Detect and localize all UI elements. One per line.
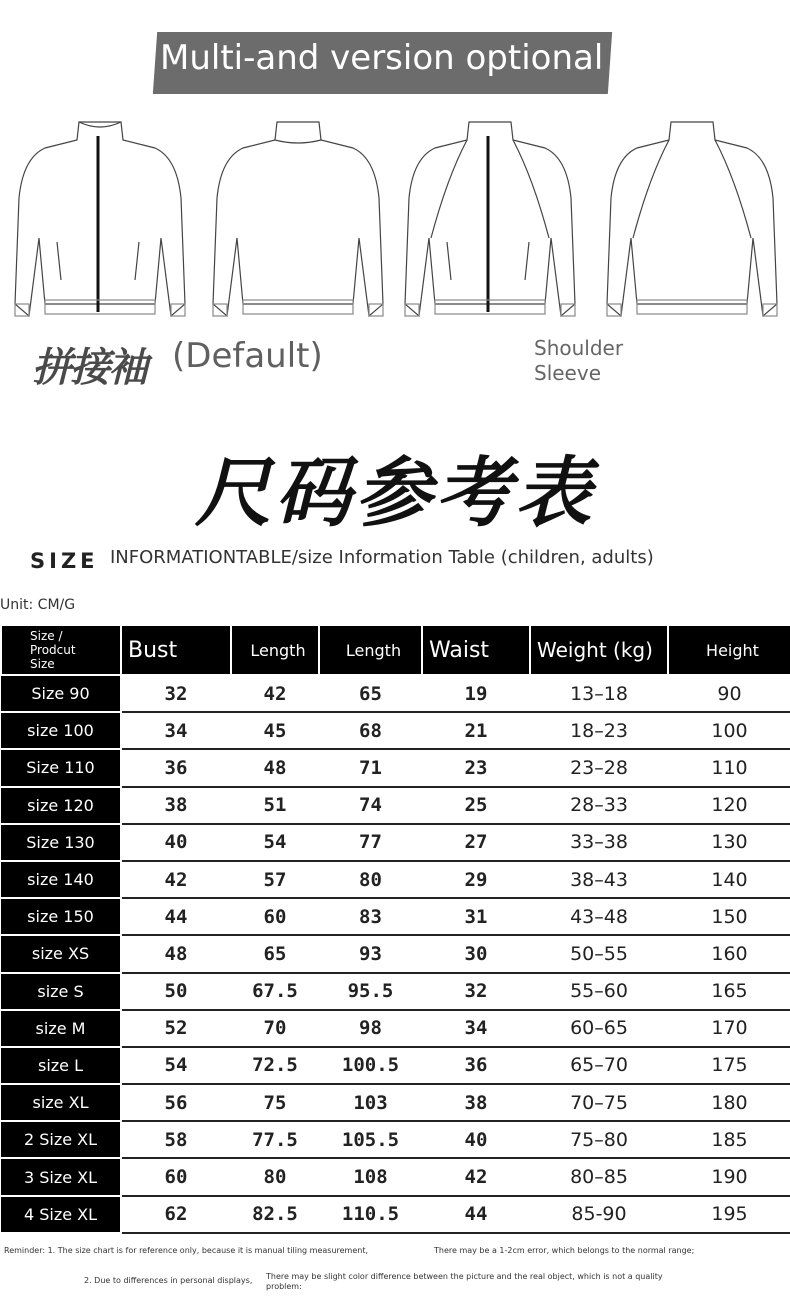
- bust-cell: 54: [121, 1047, 231, 1084]
- table-row: [1, 1010, 790, 1047]
- jacket-back-icon: [203, 118, 393, 326]
- waist-cell: 19: [422, 675, 530, 712]
- size-cell: size 140: [1, 861, 121, 898]
- size-cell: size 100: [1, 712, 121, 749]
- length1-cell: 80: [231, 1158, 319, 1195]
- length2-cell: 93: [319, 935, 422, 972]
- length2-cell: 103: [319, 1084, 422, 1121]
- weight-cell: 75–80: [530, 1121, 668, 1158]
- weight-cell: 60–65: [530, 1010, 668, 1047]
- height-cell: 175: [668, 1047, 790, 1084]
- reminder-1b: There may be a 1-2cm error, which belongs to the normal range;: [434, 1246, 695, 1255]
- weight-cell: 85-90: [530, 1196, 668, 1233]
- waist-cell: 38: [422, 1084, 530, 1121]
- splice-sleeve-label: 拼接袖: [32, 345, 146, 391]
- waist-cell: 32: [422, 973, 530, 1010]
- height-cell: 190: [668, 1158, 790, 1195]
- weight-cell: 28–33: [530, 787, 668, 824]
- bust-cell: 56: [121, 1084, 231, 1121]
- table-row: [1, 973, 790, 1010]
- bust-cell: 50: [121, 973, 231, 1010]
- height-cell: 110: [668, 749, 790, 786]
- size-cell: size XL: [1, 1084, 121, 1121]
- table-header-row: [1, 625, 790, 675]
- waist-cell: 44: [422, 1196, 530, 1233]
- default-label: (Default): [172, 336, 323, 376]
- waist-cell: 25: [422, 787, 530, 824]
- waist-cell: 42: [422, 1158, 530, 1195]
- header-size-line: Prodcut: [30, 643, 76, 657]
- height-cell: 165: [668, 973, 790, 1010]
- header-height: Height: [668, 625, 790, 675]
- height-cell: 170: [668, 1010, 790, 1047]
- length2-cell: 74: [319, 787, 422, 824]
- table-row: [1, 675, 790, 712]
- table-row: [1, 749, 790, 786]
- height-cell: 160: [668, 935, 790, 972]
- height-cell: 140: [668, 861, 790, 898]
- weight-cell: 38–43: [530, 861, 668, 898]
- size-cell: size 150: [1, 898, 121, 935]
- table-row: [1, 824, 790, 861]
- length2-cell: 80: [319, 861, 422, 898]
- banner-title: Multi-and version optional: [160, 38, 604, 78]
- shoulder-line: Shoulder: [534, 336, 624, 360]
- length1-cell: 54: [231, 824, 319, 861]
- weight-cell: 43–48: [530, 898, 668, 935]
- waist-cell: 31: [422, 898, 530, 935]
- length2-cell: 98: [319, 1010, 422, 1047]
- weight-cell: 50–55: [530, 935, 668, 972]
- weight-cell: 23–28: [530, 749, 668, 786]
- length1-cell: 48: [231, 749, 319, 786]
- reminder-2a: 2. Due to differences in personal displays,: [84, 1276, 253, 1285]
- length1-cell: 77.5: [231, 1121, 319, 1158]
- length1-cell: 60: [231, 898, 319, 935]
- length1-cell: 57: [231, 861, 319, 898]
- bust-cell: 40: [121, 824, 231, 861]
- length1-cell: 42: [231, 675, 319, 712]
- table-row: [1, 861, 790, 898]
- bust-cell: 34: [121, 712, 231, 749]
- table-row: [1, 787, 790, 824]
- height-cell: 130: [668, 824, 790, 861]
- waist-cell: 34: [422, 1010, 530, 1047]
- reminder-2b-line2: problem:: [266, 1282, 302, 1291]
- waist-cell: 27: [422, 824, 530, 861]
- height-cell: 195: [668, 1196, 790, 1233]
- page-title: 尺码参考表: [195, 448, 595, 537]
- size-table: [0, 624, 790, 1234]
- shoulder-sleeve-label: [534, 336, 623, 386]
- size-cell: size 120: [1, 787, 121, 824]
- size-cell: Size 130: [1, 824, 121, 861]
- waist-cell: 29: [422, 861, 530, 898]
- table-row: [1, 898, 790, 935]
- length2-cell: 65: [319, 675, 422, 712]
- size-cell: 3 Size XL: [1, 1158, 121, 1195]
- sleeve-line: Sleeve: [534, 361, 602, 385]
- bust-cell: 60: [121, 1158, 231, 1195]
- length1-cell: 65: [231, 935, 319, 972]
- size-cell: size L: [1, 1047, 121, 1084]
- header-size-line: Size /: [30, 629, 63, 643]
- size-cell: Size 90: [1, 675, 121, 712]
- bust-cell: 38: [121, 787, 231, 824]
- header-bust: Bust: [121, 625, 231, 675]
- header-size-line: Size: [30, 657, 55, 671]
- header-weight: Weight (kg): [530, 625, 668, 675]
- height-cell: 90: [668, 675, 790, 712]
- table-row: [1, 1196, 790, 1233]
- length1-cell: 75: [231, 1084, 319, 1121]
- length1-cell: 70: [231, 1010, 319, 1047]
- length2-cell: 95.5: [319, 973, 422, 1010]
- jacket-front-icon: [5, 118, 195, 326]
- jacket-raglan-front-icon: [395, 118, 585, 326]
- size-cell: size S: [1, 973, 121, 1010]
- bust-cell: 44: [121, 898, 231, 935]
- table-row: [1, 1084, 790, 1121]
- length1-cell: 51: [231, 787, 319, 824]
- bust-cell: 62: [121, 1196, 231, 1233]
- height-cell: 150: [668, 898, 790, 935]
- table-row: [1, 712, 790, 749]
- size-cell: size M: [1, 1010, 121, 1047]
- length1-cell: 82.5: [231, 1196, 319, 1233]
- length2-cell: 108: [319, 1158, 422, 1195]
- weight-cell: 13–18: [530, 675, 668, 712]
- table-row: [1, 935, 790, 972]
- weight-cell: 70–75: [530, 1084, 668, 1121]
- waist-cell: 40: [422, 1121, 530, 1158]
- header-waist: Waist: [422, 625, 530, 675]
- size-cell: size XS: [1, 935, 121, 972]
- jacket-raglan-back-icon: [597, 118, 787, 326]
- bust-cell: 42: [121, 861, 231, 898]
- length2-cell: 71: [319, 749, 422, 786]
- length1-cell: 67.5: [231, 973, 319, 1010]
- header-size: [1, 625, 121, 675]
- weight-cell: 65–70: [530, 1047, 668, 1084]
- size-cell: 4 Size XL: [1, 1196, 121, 1233]
- height-cell: 185: [668, 1121, 790, 1158]
- height-cell: 100: [668, 712, 790, 749]
- length1-cell: 45: [231, 712, 319, 749]
- bust-cell: 36: [121, 749, 231, 786]
- size-cell: Size 110: [1, 749, 121, 786]
- header-length-2: Length: [319, 625, 422, 675]
- info-subtitle: INFORMATIONTABLE/size Information Table (children, adults): [110, 547, 654, 568]
- table-row: [1, 1158, 790, 1195]
- size-cell: 2 Size XL: [1, 1121, 121, 1158]
- weight-cell: 18–23: [530, 712, 668, 749]
- size-heading: SIZE: [30, 549, 99, 573]
- reminder-2b-line1: There may be slight color difference between the picture and the real object, which is not a quality: [266, 1272, 663, 1281]
- weight-cell: 33–38: [530, 824, 668, 861]
- waist-cell: 30: [422, 935, 530, 972]
- length2-cell: 110.5: [319, 1196, 422, 1233]
- bust-cell: 48: [121, 935, 231, 972]
- length2-cell: 77: [319, 824, 422, 861]
- table-row: [1, 1047, 790, 1084]
- waist-cell: 36: [422, 1047, 530, 1084]
- weight-cell: 55–60: [530, 973, 668, 1010]
- length1-cell: 72.5: [231, 1047, 319, 1084]
- height-cell: 120: [668, 787, 790, 824]
- bust-cell: 52: [121, 1010, 231, 1047]
- waist-cell: 21: [422, 712, 530, 749]
- length2-cell: 83: [319, 898, 422, 935]
- weight-cell: 80–85: [530, 1158, 668, 1195]
- header-length-1: Length: [231, 625, 319, 675]
- unit-label: Unit: CM/G: [0, 597, 76, 613]
- length2-cell: 105.5: [319, 1121, 422, 1158]
- bust-cell: 58: [121, 1121, 231, 1158]
- height-cell: 180: [668, 1084, 790, 1121]
- reminder-1a: Reminder: 1. The size chart is for reference only, because it is manual tiling measurement,: [4, 1246, 369, 1255]
- length2-cell: 68: [319, 712, 422, 749]
- waist-cell: 23: [422, 749, 530, 786]
- table-row: [1, 1121, 790, 1158]
- length2-cell: 100.5: [319, 1047, 422, 1084]
- bust-cell: 32: [121, 675, 231, 712]
